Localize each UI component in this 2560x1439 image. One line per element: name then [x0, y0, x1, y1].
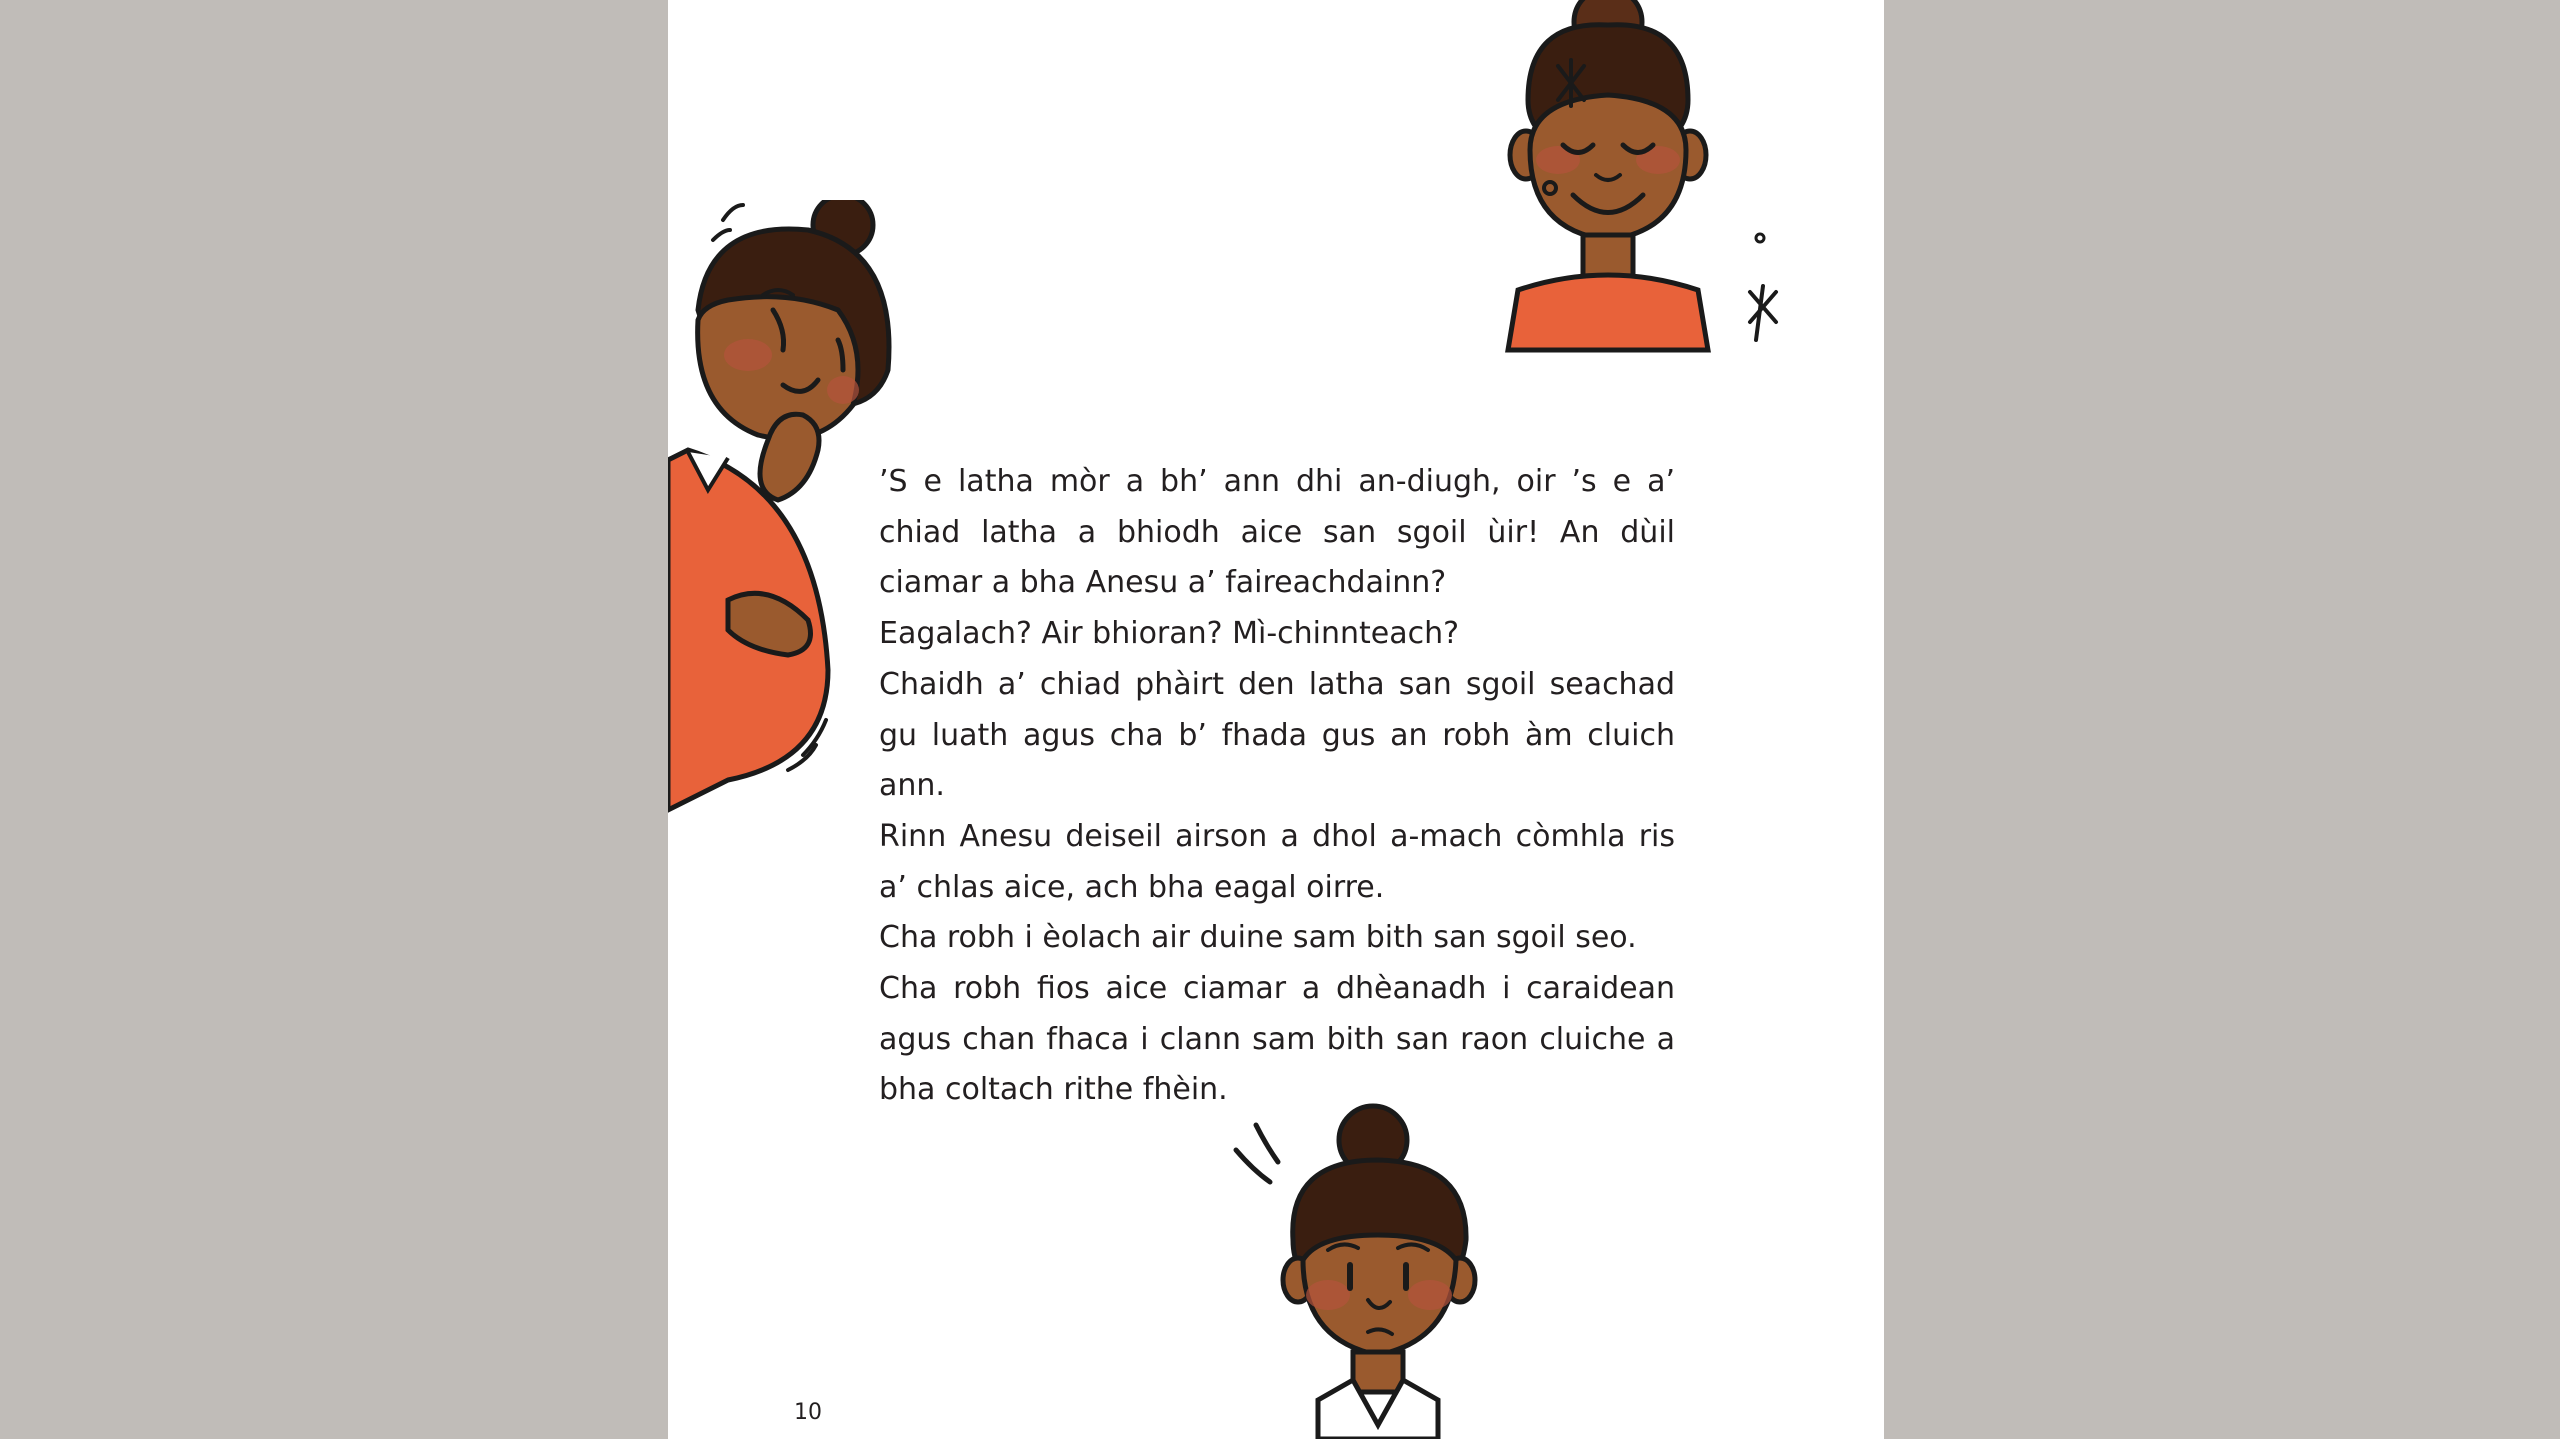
story-paragraph: Eagalach? Air bhioran? Mì-chinnteach?	[879, 616, 1460, 652]
page-number: 10	[794, 1400, 822, 1425]
story-paragraph: Rinn Anesu deiseil airson a dhol a-mach còmhla ris a’ chlas aice, ach bha eagal oirre.	[879, 818, 1675, 905]
upside-down-girl-illustration	[1438, 0, 1798, 370]
worried-girl-illustration	[1208, 1090, 1528, 1439]
book-page	[668, 0, 1884, 1439]
story-paragraph: Chaidh a’ chiad phàirt den latha san sgoil seachad gu luath agus cha b’ fhada gus an robh àm cluich ann.	[879, 666, 1675, 804]
story-text	[879, 457, 1675, 1116]
story-paragraph: Cha robh fios aice ciamar a dhèanadh i caraidean agus chan fhaca i clann sam bith san raon cluiche a bha coltach rithe fhèin.	[879, 971, 1675, 1108]
story-paragraph: Cha robh i èolach air duine sam bith san sgoil seo.	[879, 920, 1637, 956]
story-paragraph: ’S e latha mòr a bh’ ann dhi an-diugh, oir ’s e a’ chiad latha a bhiodh aice san sgoil ùir! An dùil ciamar a bha Anesu a’ faireachdainn?	[879, 464, 1675, 601]
